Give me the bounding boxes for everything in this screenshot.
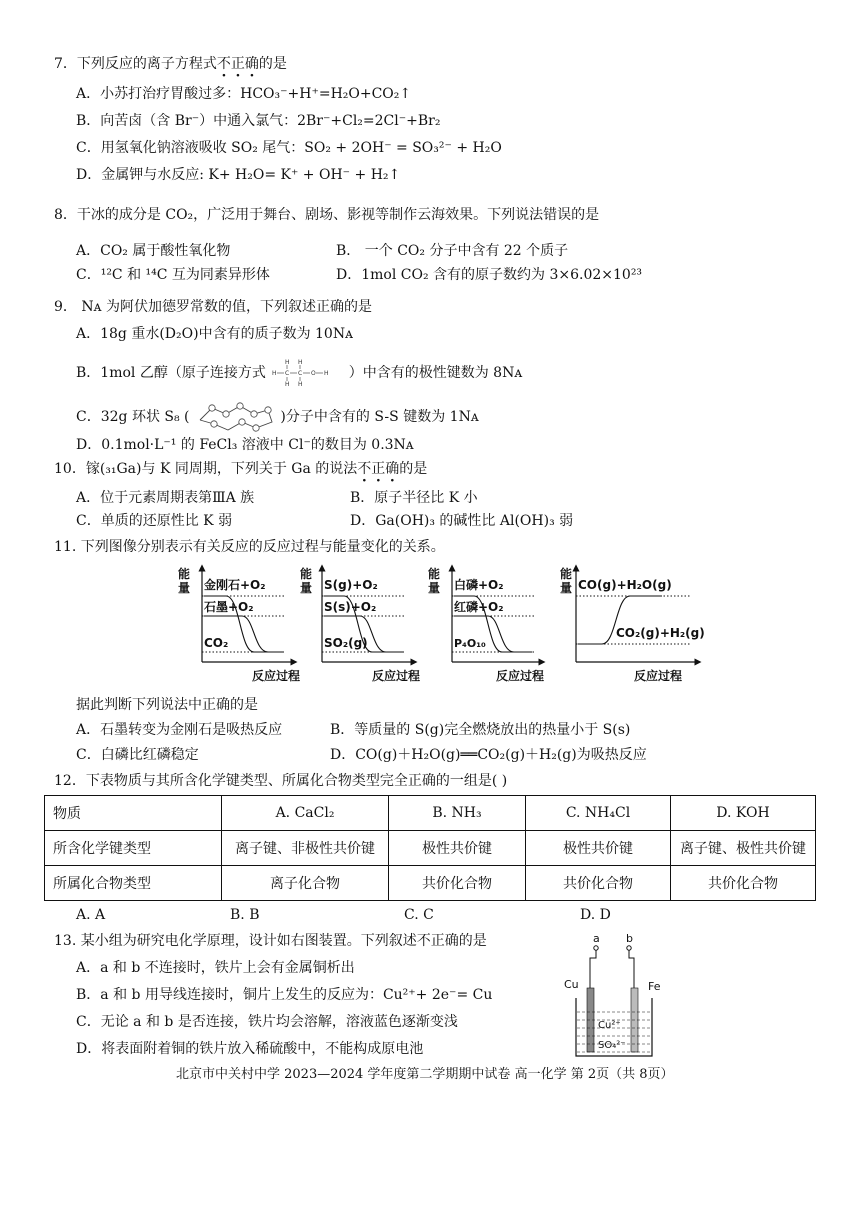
q13-option-a: A．a 和 b 不连接时，铁片上会有金属铜析出	[76, 960, 355, 976]
q11-energy-diagrams	[176, 564, 716, 684]
ion-cu-label: Cu²⁺	[598, 1020, 621, 1031]
table-row	[45, 796, 816, 831]
table-cell: 共价化合物	[389, 866, 526, 901]
q10-option-b: B．原子半径比 K 小	[350, 490, 478, 506]
q10-option-d: D．Ga(OH)₃ 的碱性比 Al(OH)₃ 弱	[350, 513, 574, 529]
q12-option-b: B. B	[230, 907, 260, 923]
table-cell: D. KOH	[671, 796, 816, 831]
chart1-ylabel-2: 量	[178, 581, 191, 595]
svg-text:能: 能	[560, 567, 573, 581]
svg-text:C: C	[285, 370, 290, 377]
q9-option-c: C．32g 环状 S₈ ( )分子中含有的 S-S 键数为 1Nᴀ	[76, 400, 479, 434]
q7-option-a: A．小苏打治疗胃酸过多：HCO₃⁻+H⁺=H₂O+CO₂↑	[76, 86, 412, 102]
svg-text:H: H	[285, 381, 290, 388]
q9-option-a: A．18g 重水(D₂O)中含有的质子数为 10Nᴀ	[76, 326, 353, 342]
svg-text:CO₂(g)+H₂(g): CO₂(g)+H₂(g)	[616, 626, 705, 640]
svg-text:CO(g)+H₂O(g): CO(g)+H₂O(g)	[578, 578, 672, 592]
energy-chart-2	[300, 566, 420, 683]
svg-text:C: C	[298, 370, 303, 377]
q9-option-d: D．0.1mol·L⁻¹ 的 FeCl₃ 溶液中 Cl⁻的数目为 0.3Nᴀ	[76, 437, 414, 453]
table-cell: 离子化合物	[222, 866, 389, 901]
svg-text:S(s)+O₂: S(s)+O₂	[324, 600, 377, 614]
q12-stem: 12．下表物质与其所含化学键类型、所属化合物类型完全正确的一组是( )	[54, 773, 508, 789]
svg-text:H: H	[272, 370, 277, 377]
chart1-mid-label: 石墨+O₂	[204, 600, 254, 614]
q8-option-a: A．CO₂ 属于酸性氧化物	[76, 243, 231, 259]
terminal-a-label: a	[593, 932, 600, 945]
energy-chart-3	[428, 566, 544, 683]
table-row	[45, 831, 816, 866]
q8-option-b: B． 一个 CO₂ 分子中含有 22 个质子	[336, 243, 569, 259]
q7-stem: 7．下列反应的离子方程式不正确的是	[54, 56, 287, 72]
q10-option-c: C．单质的还原性比 K 弱	[76, 513, 233, 529]
table-cell: 极性共价键	[526, 831, 671, 866]
page-footer: 北京市中关村中学 2023—2024 学年度第二学期期中试卷 高一化学 第 2页（共 8页）	[176, 1067, 674, 1082]
svg-text:白磷+O₂: 白磷+O₂	[454, 578, 504, 592]
q13-option-c: C．无论 a 和 b 是否连接，铁片均会溶解，溶液蓝色逐渐变浅	[76, 1014, 458, 1030]
copper-label: Cu	[564, 978, 579, 991]
q13-stem: 13. 某小组为研究电化学原理，设计如右图装置。下列叙述不正确的是	[54, 933, 487, 949]
q13-cell-figure	[556, 930, 676, 1060]
table-cell: 离子键、极性共价键	[671, 831, 816, 866]
chart1-top-label: 金刚石+O₂	[204, 578, 266, 592]
table-cell: A. CaCl₂	[222, 796, 389, 831]
q11-intro: 据此判断下列说法中正确的是	[76, 697, 258, 713]
table-cell: 所属化合物类型	[45, 866, 222, 901]
table-cell: 极性共价键	[389, 831, 526, 866]
q9-option-b: B．1mol 乙醇（原子连接方式 H C H H C H H O H ）中含有的极性键数为 8Nᴀ	[76, 359, 523, 388]
svg-text:能: 能	[300, 567, 313, 581]
q8-stem: 8．干冰的成分是 CO₂，广泛用于舞台、剧场、影视等制作云海效果。下列说法错误的是	[54, 207, 600, 223]
chart1-bottom-label: CO₂	[204, 636, 229, 650]
table-cell: 共价化合物	[526, 866, 671, 901]
svg-text:SO₂(g): SO₂(g)	[324, 636, 368, 650]
svg-text:反应过程: 反应过程	[496, 669, 545, 683]
svg-text:量: 量	[428, 581, 441, 595]
q10-option-a: A．位于元素周期表第ⅢA 族	[76, 490, 255, 506]
q11-stem: 11. 下列图像分别表示有关反应的反应过程与能量变化的关系。	[54, 539, 445, 555]
q12-table	[44, 795, 816, 901]
svg-text:P₄O₁₀: P₄O₁₀	[454, 637, 486, 650]
q10-stem: 10．镓(₃₁Ga)与 K 同周期，下列关于 Ga 的说法不正确的是	[54, 461, 428, 477]
svg-text:H: H	[298, 359, 303, 366]
table-cell: C. NH₄Cl	[526, 796, 671, 831]
q12-option-c: C. C	[404, 907, 434, 923]
table-cell: 共价化合物	[671, 866, 816, 901]
s8-ring-figure	[194, 400, 276, 434]
q12-option-d: D. D	[580, 907, 611, 923]
q8-option-c: C．¹²C 和 ¹⁴C 互为同素异形体	[76, 267, 270, 283]
svg-text:红磷+O₂: 红磷+O₂	[454, 600, 504, 614]
svg-text:量: 量	[300, 581, 313, 595]
q11-option-d: D．CO(g)＋H₂O(g)══CO₂(g)＋H₂(g)为吸热反应	[330, 747, 647, 763]
q7-option-c: C．用氢氧化钠溶液吸收 SO₂ 尾气：SO₂ + 2OH⁻ = SO₃²⁻ + H₂O	[76, 140, 502, 156]
table-cell: B. NH₃	[389, 796, 526, 831]
svg-text:反应过程: 反应过程	[634, 669, 683, 683]
svg-text:O: O	[311, 370, 317, 377]
ethanol-structure-figure	[270, 358, 344, 388]
iron-label: Fe	[648, 980, 661, 993]
terminal-b-label: b	[626, 932, 633, 945]
table-row	[45, 866, 816, 901]
table-cell: 离子键、非极性共价键	[222, 831, 389, 866]
chart1-xlabel: 反应过程	[252, 669, 301, 683]
energy-chart-1	[178, 566, 300, 683]
svg-text:量: 量	[560, 581, 573, 595]
q13-option-b: B．a 和 b 用导线连接时，铜片上发生的反应为：Cu²⁺+ 2e⁻= Cu	[76, 987, 493, 1003]
table-cell: 物质	[45, 796, 222, 831]
q11-option-b: B．等质量的 S(g)完全燃烧放出的热量小于 S(s)	[330, 722, 631, 738]
chart1-ylabel-1: 能	[178, 567, 191, 581]
energy-chart-4	[560, 566, 705, 683]
q8-option-d: D．1mol CO₂ 含有的原子数约为 3×6.02×10²³	[336, 267, 643, 283]
ion-so4-label: SO₄²⁻	[598, 1040, 626, 1051]
svg-text:能: 能	[428, 567, 441, 581]
svg-text:反应过程: 反应过程	[372, 669, 421, 683]
q9-stem: 9． Nᴀ 为阿伏加德罗常数的值，下列叙述正确的是	[54, 299, 372, 315]
q11-option-c: C．白磷比红磷稳定	[76, 747, 199, 763]
q7-option-b: B．向苦卤（含 Br⁻）中通入氯气：2Br⁻+Cl₂=2Cl⁻+Br₂	[76, 113, 441, 129]
q11-option-a: A．石墨转变为金刚石是吸热反应	[76, 722, 283, 738]
svg-text:H: H	[324, 370, 329, 377]
svg-text:H: H	[298, 381, 303, 388]
svg-text:S(g)+O₂: S(g)+O₂	[324, 578, 378, 592]
svg-text:H: H	[285, 359, 290, 366]
q7-option-d: D．金属钾与水反应: K+ H₂O= K⁺ + OH⁻ + H₂↑	[76, 167, 401, 183]
table-cell: 所含化学键类型	[45, 831, 222, 866]
q13-option-d: D．将表面附着铜的铁片放入稀硫酸中，不能构成原电池	[76, 1041, 424, 1057]
q12-option-a: A. A	[76, 907, 106, 923]
